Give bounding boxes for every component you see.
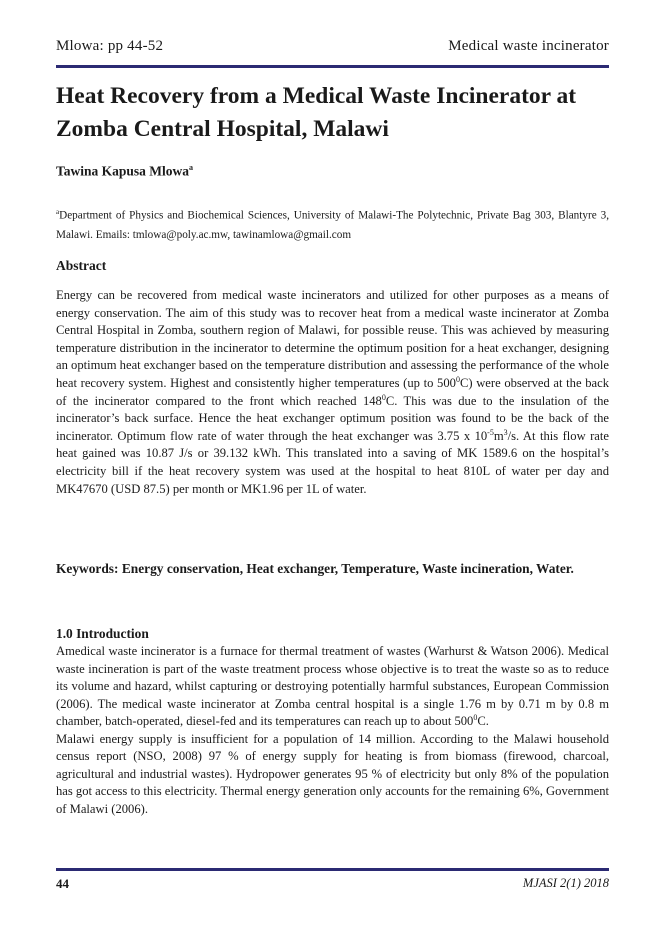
affiliation-text: Department of Physics and Biochemical Sciences, University of Malawi-The Polytechnic, Private Bag 303, Blantyre 3, Malawi. Emails: tmlowa@poly.ac.mw, tawinamlowa@gmail.com — [56, 209, 609, 241]
exponent-sup-2: 3 — [503, 427, 508, 437]
introduction-body — [56, 643, 609, 818]
affiliation — [56, 203, 609, 245]
introduction-heading: 1.0 Introduction — [56, 626, 149, 641]
intro-text-1a: Amedical waste incinerator is a furnace for thermal treatment of wastes (Warhurst & Watson 2006). Medical waste incineration is part of the waste treatment process whose objective is to treat the waste so as to reduce its volume and hazard, whilst capturing or destroying potentially harmful substances, European Commission (2006). The medical waste incinerator at Zomba central hospital is a single 1.76 m by 0.71 m by 0.8 m chamber, batch-operated, diesel-fed and its temperatures can reach up to about 500 — [56, 644, 609, 728]
affiliation-mark: a — [56, 208, 60, 216]
exponent-sup-1: -5 — [487, 427, 494, 437]
degree-sup-2: 0 — [381, 392, 386, 402]
intro-paragraph-2: Malawi energy supply is insufficient for a population of 14 million. According to the Malawi household census report (NSO, 2008) 97 % of energy supply for heating is from biomass (firewood, charcoal, agricultural and industrial wastes). Hydropower generates 95 % of electricity but only 8% of the population has got access to this electricity. Thermal energy generation only accounts for the remaining 6%, Government of Malawi (2006). — [56, 731, 610, 816]
author-affiliation-mark: a — [189, 163, 194, 172]
author-name: Tawina Kapusa Mlowa — [56, 163, 190, 179]
intro-paragraph-1 — [56, 643, 609, 731]
abstract-body — [56, 287, 609, 498]
running-header-right: Medical waste incinerator — [448, 38, 609, 54]
footer-rule — [56, 868, 609, 871]
author — [56, 163, 193, 180]
abstract-heading: Abstract — [56, 258, 107, 273]
abstract-text-4: m — [493, 428, 504, 443]
abstract-text-5: /s. At this flow rate heat gained was 10.87 J/s or 39.132 kWh. This translated into a saving of MK 1589.6 on the hospital’s electricity bill if the heat recovery system was used at the hospital to heat 810L of water per day and MK47670 (USD 87.5) per month or MK1.96 per 1L of water. — [56, 428, 609, 496]
abstract-text-2: C) were observed at the back of the incinerator compared to the front which reached 148 — [56, 375, 609, 408]
journal-citation: MJASI 2(1) 2018 — [522, 876, 609, 890]
degree-sup-3: 0 — [473, 712, 478, 722]
degree-sup-1: 0 — [455, 374, 460, 384]
abstract-text-1: Energy can be recovered from medical waste incinerators and utilized for other purposes as a means of energy conservation. The aim of this study was to recover heat from a medical waste incinerator at Zomba Central Hospital in Zomba, southern region of Malawi, for possible reuse. This was achieved by measuring temperature distribution in the incinerator to determine the optimum position for a heat exchanger, designing an optimum heat exchanger based on the temperature distribution and assessing the performance of the whole heat recovery system. Highest and consistently higher temperatures (up to 500 — [56, 288, 609, 390]
running-header — [56, 38, 609, 60]
paper-page — [56, 0, 609, 945]
page-number: 44 — [56, 876, 69, 891]
paper-title: Heat Recovery from a Medical Waste Incinerator at Zomba Central Hospital, Malawi — [56, 83, 577, 142]
intro-text-1b: C. — [477, 714, 489, 728]
header-rule — [56, 65, 609, 68]
keywords: Keywords: Energy conservation, Heat exchanger, Temperature, Waste incineration, Water. — [56, 561, 574, 576]
running-header-left: Mlowa: pp 44-52 — [56, 38, 164, 54]
abstract-text-3: C. This was due to the insulation of the incinerator’s back surface. Hence the heat exchanger optimum position was found to be the back of the incinerator. Optimum flow rate of water through the heat exchanger was 3.75 x 10 — [56, 393, 609, 443]
